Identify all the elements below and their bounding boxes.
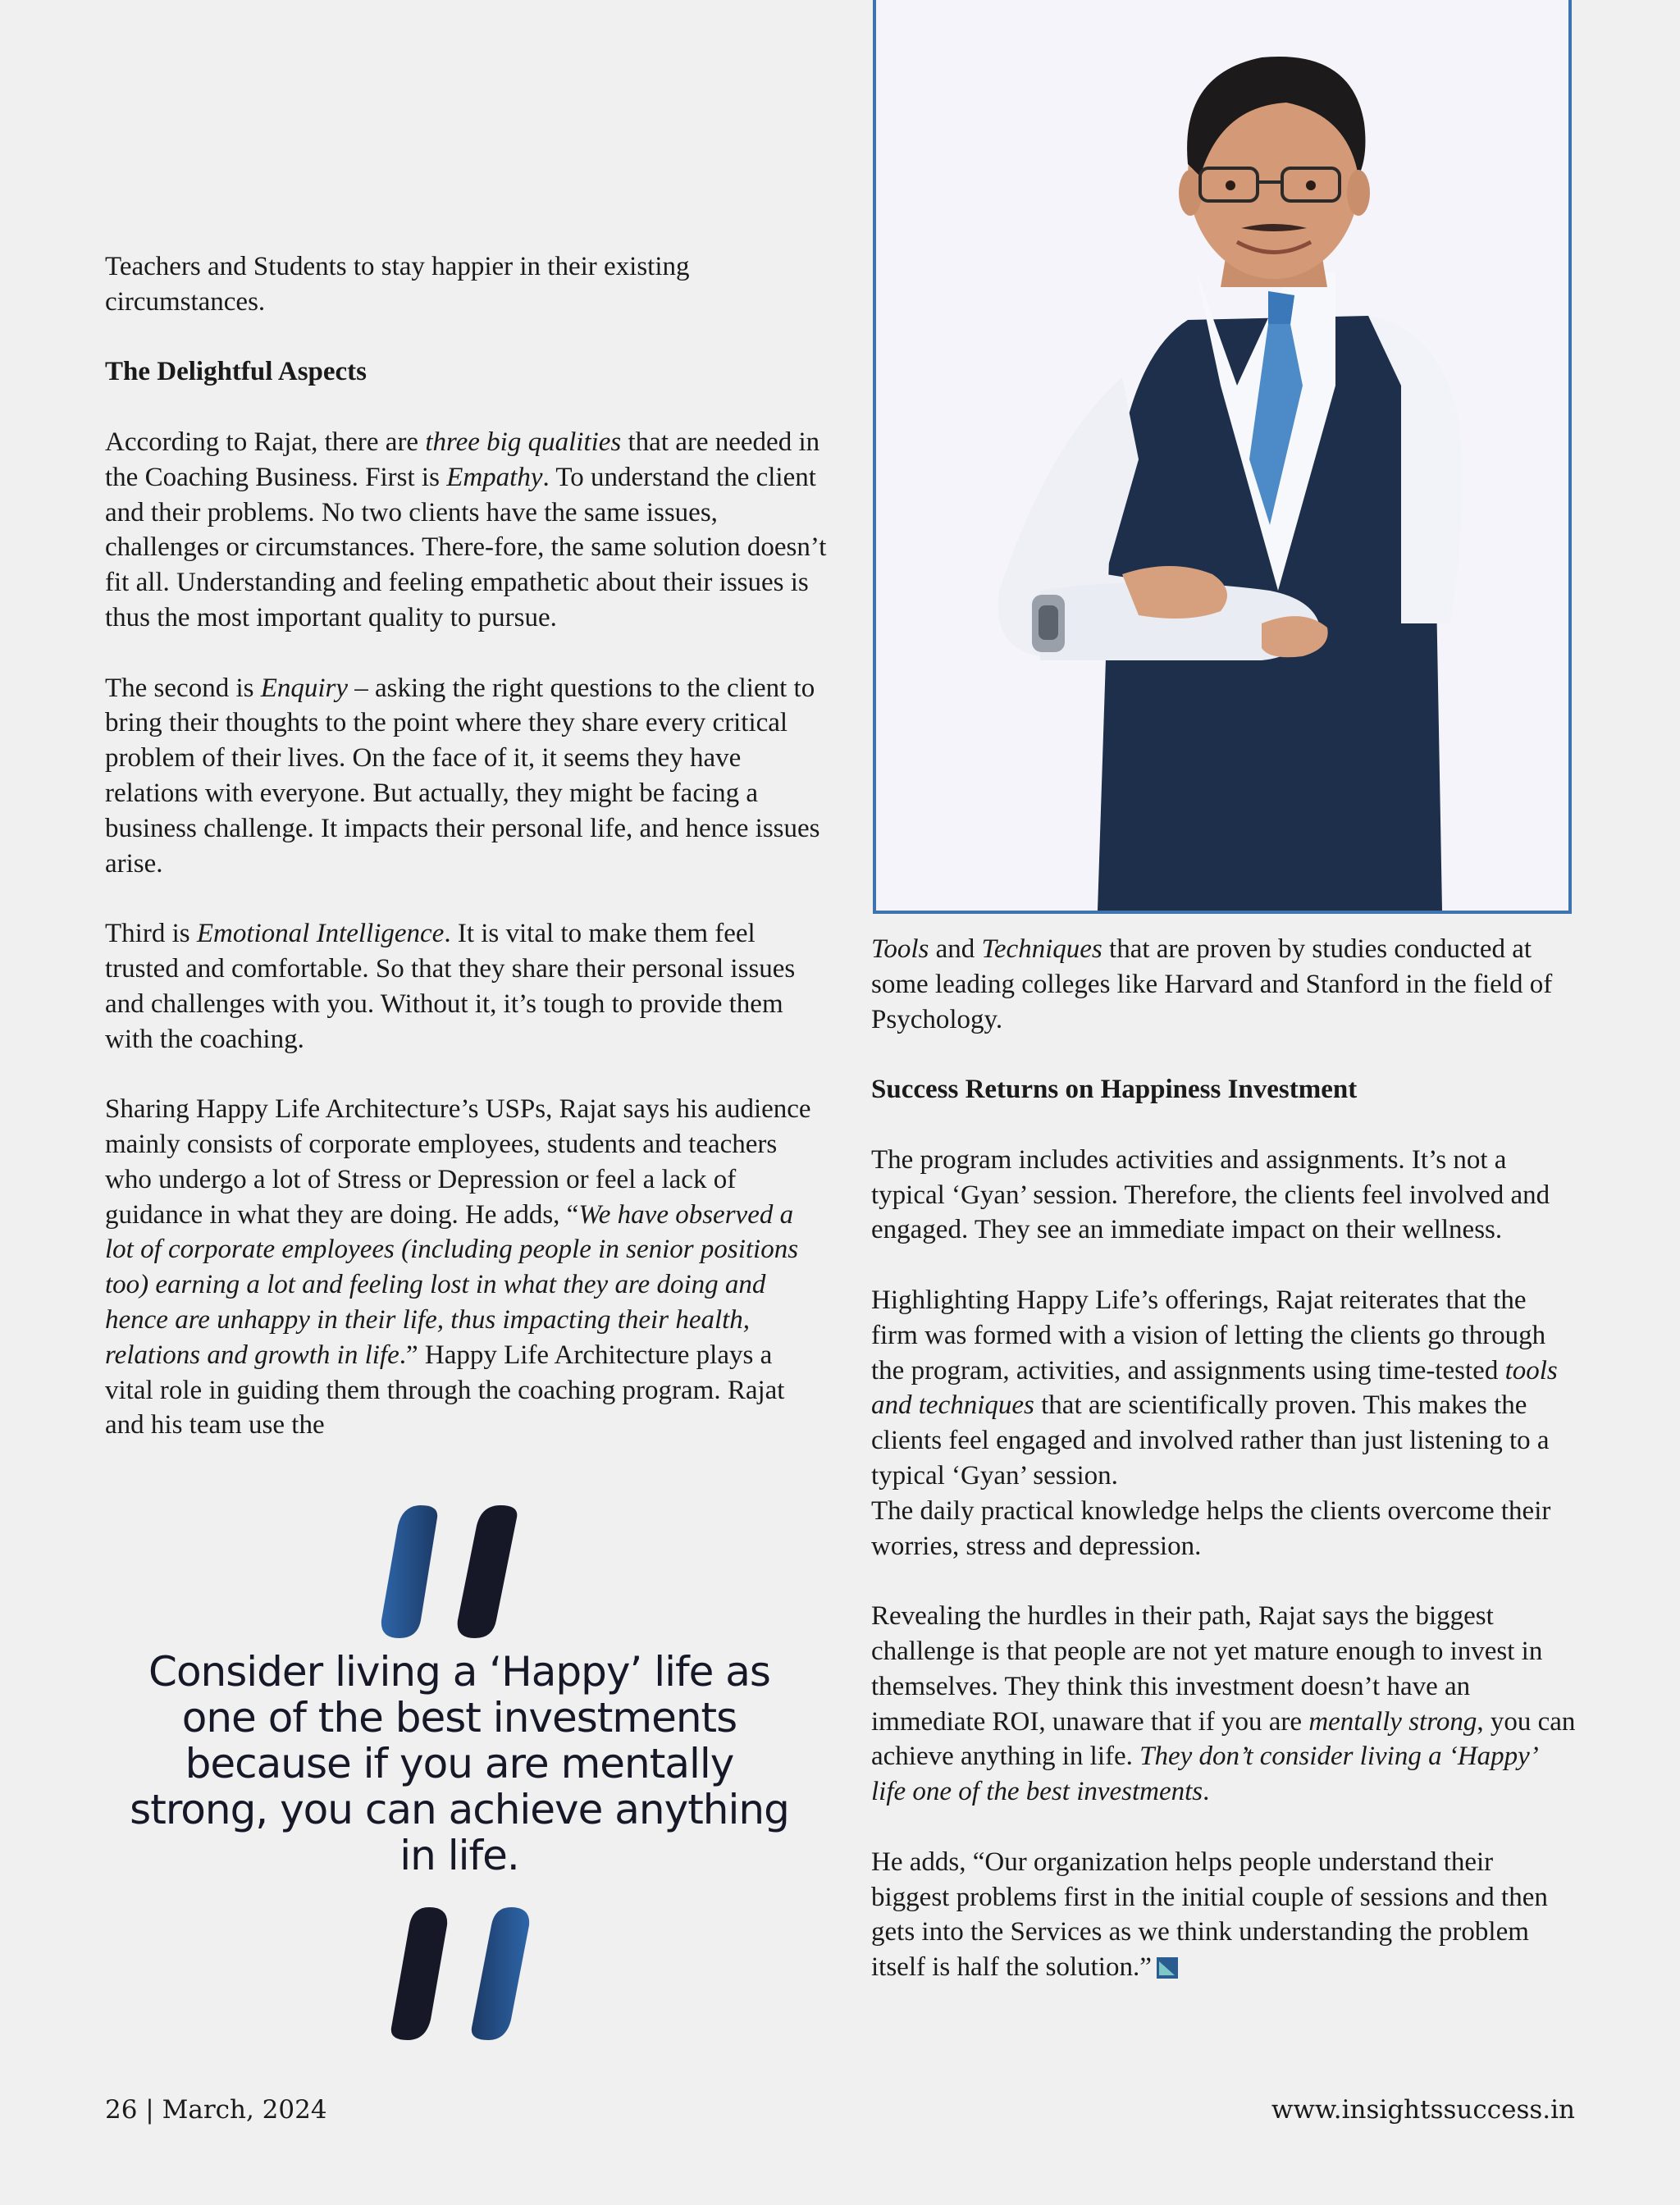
- pull-quote-text: Consider living a ‘Happy’ life as one of the best investments because if you are mentally strong, you can achieve anything in life.: [130, 1648, 789, 1879]
- right-paragraph-4: Revealing the hurdles in their path, Rajat says the biggest challenge is that people are not yet mature enough to invest in themselves. They think this investment doesn’t have an immediate ROI, unaware that if you are mentally strong, you can achieve anything in life. They don’t consider living a ‘Happy’ life one of the best investments.: [871, 1601, 1576, 1807]
- end-mark-icon: [1157, 1957, 1178, 1979]
- left-paragraph-4: Third is Emotional Intelligence. It is vital to make them feel trusted and comfortable. So that they share their personal issues and challenges with you. Without it, it’s tough to provide them with the coaching.: [105, 919, 796, 1054]
- left-paragraph-5: Sharing Happy Life Architecture’s USPs, Rajat says his audience mainly consists of corporate employees, students and teachers who undergo a lot of Stress or Depression or feel a lack of guidance in what they are doing. He adds, “We have observed a lot of corporate employees (including people in senior positions too) earning a lot and feeling lost in what they are doing and hence are unhappy in their life, thus impacting their health, relations and growth in life.” Happy Life Architecture plays a vital role in guiding them through the coaching program. Rajat and his team use the: [105, 1094, 811, 1440]
- portrait-illustration: [876, 0, 1568, 911]
- left-paragraph-2: According to Rajat, there are three big qualities that are needed in the Coaching Business. First is Empathy. To understand the client and their problems. No two clients have the same issues, challenges or circumstances. There-fore, the same solution doesn’t fit all. Understanding and feeling empathetic about their issues is thus the most important quality to pursue.: [105, 427, 827, 632]
- page-number-date: 26 | March, 2024: [105, 2095, 327, 2125]
- right-paragraph-3: Highlighting Happy Life’s offerings, Rajat reiterates that the firm was formed with a vision of letting the clients go through the program, activities, and assignments using time-tested tools and techniques that are scientifically proven. This makes the clients feel engaged and involved rather than just listening to a typical ‘Gyan’ session. The daily practical knowledge helps the clients overcome their worries, stress and depression.: [871, 1285, 1558, 1561]
- website-url: www.insightssuccess.in: [1271, 2095, 1575, 2125]
- section-heading-delightful-aspects: The Delightful Aspects: [105, 357, 368, 387]
- right-paragraph-5: He adds, “Our organization helps people understand their biggest problems first in the initial couple of sessions and then gets into the Services as we think understanding the problem itself is half the solution.”: [871, 1847, 1548, 1983]
- open-quote-icon: [373, 1505, 537, 1641]
- left-column: [105, 249, 827, 1478]
- left-paragraph-1: Teachers and Students to stay happier in their existing circumstances.: [105, 252, 690, 317]
- left-paragraph-3: The second is Enquiry – asking the right questions to the client to bring their thoughts to the point where they share every critical problem of their lives. On the face of it, it seems they have relations with everyone. But actually, they might be facing a business challenge. It impacts their personal life, and hence issues arise.: [105, 673, 820, 879]
- close-quote-icon: [373, 1907, 537, 2043]
- right-column: [871, 932, 1577, 2020]
- section-heading-success-returns: Success Returns on Happiness Investment: [871, 1075, 1358, 1105]
- right-paragraph-2: The program includes activities and assignments. It’s not a typical ‘Gyan’ session. Therefore, the clients feel involved and engaged. They see an immediate impact on their wellness.: [871, 1144, 1550, 1245]
- right-paragraph-1: Tools and Techniques that are proven by studies conducted at some leading colleges like Harvard and Stanford in the field of Psychology.: [871, 934, 1553, 1034]
- portrait-photo: [873, 0, 1572, 914]
